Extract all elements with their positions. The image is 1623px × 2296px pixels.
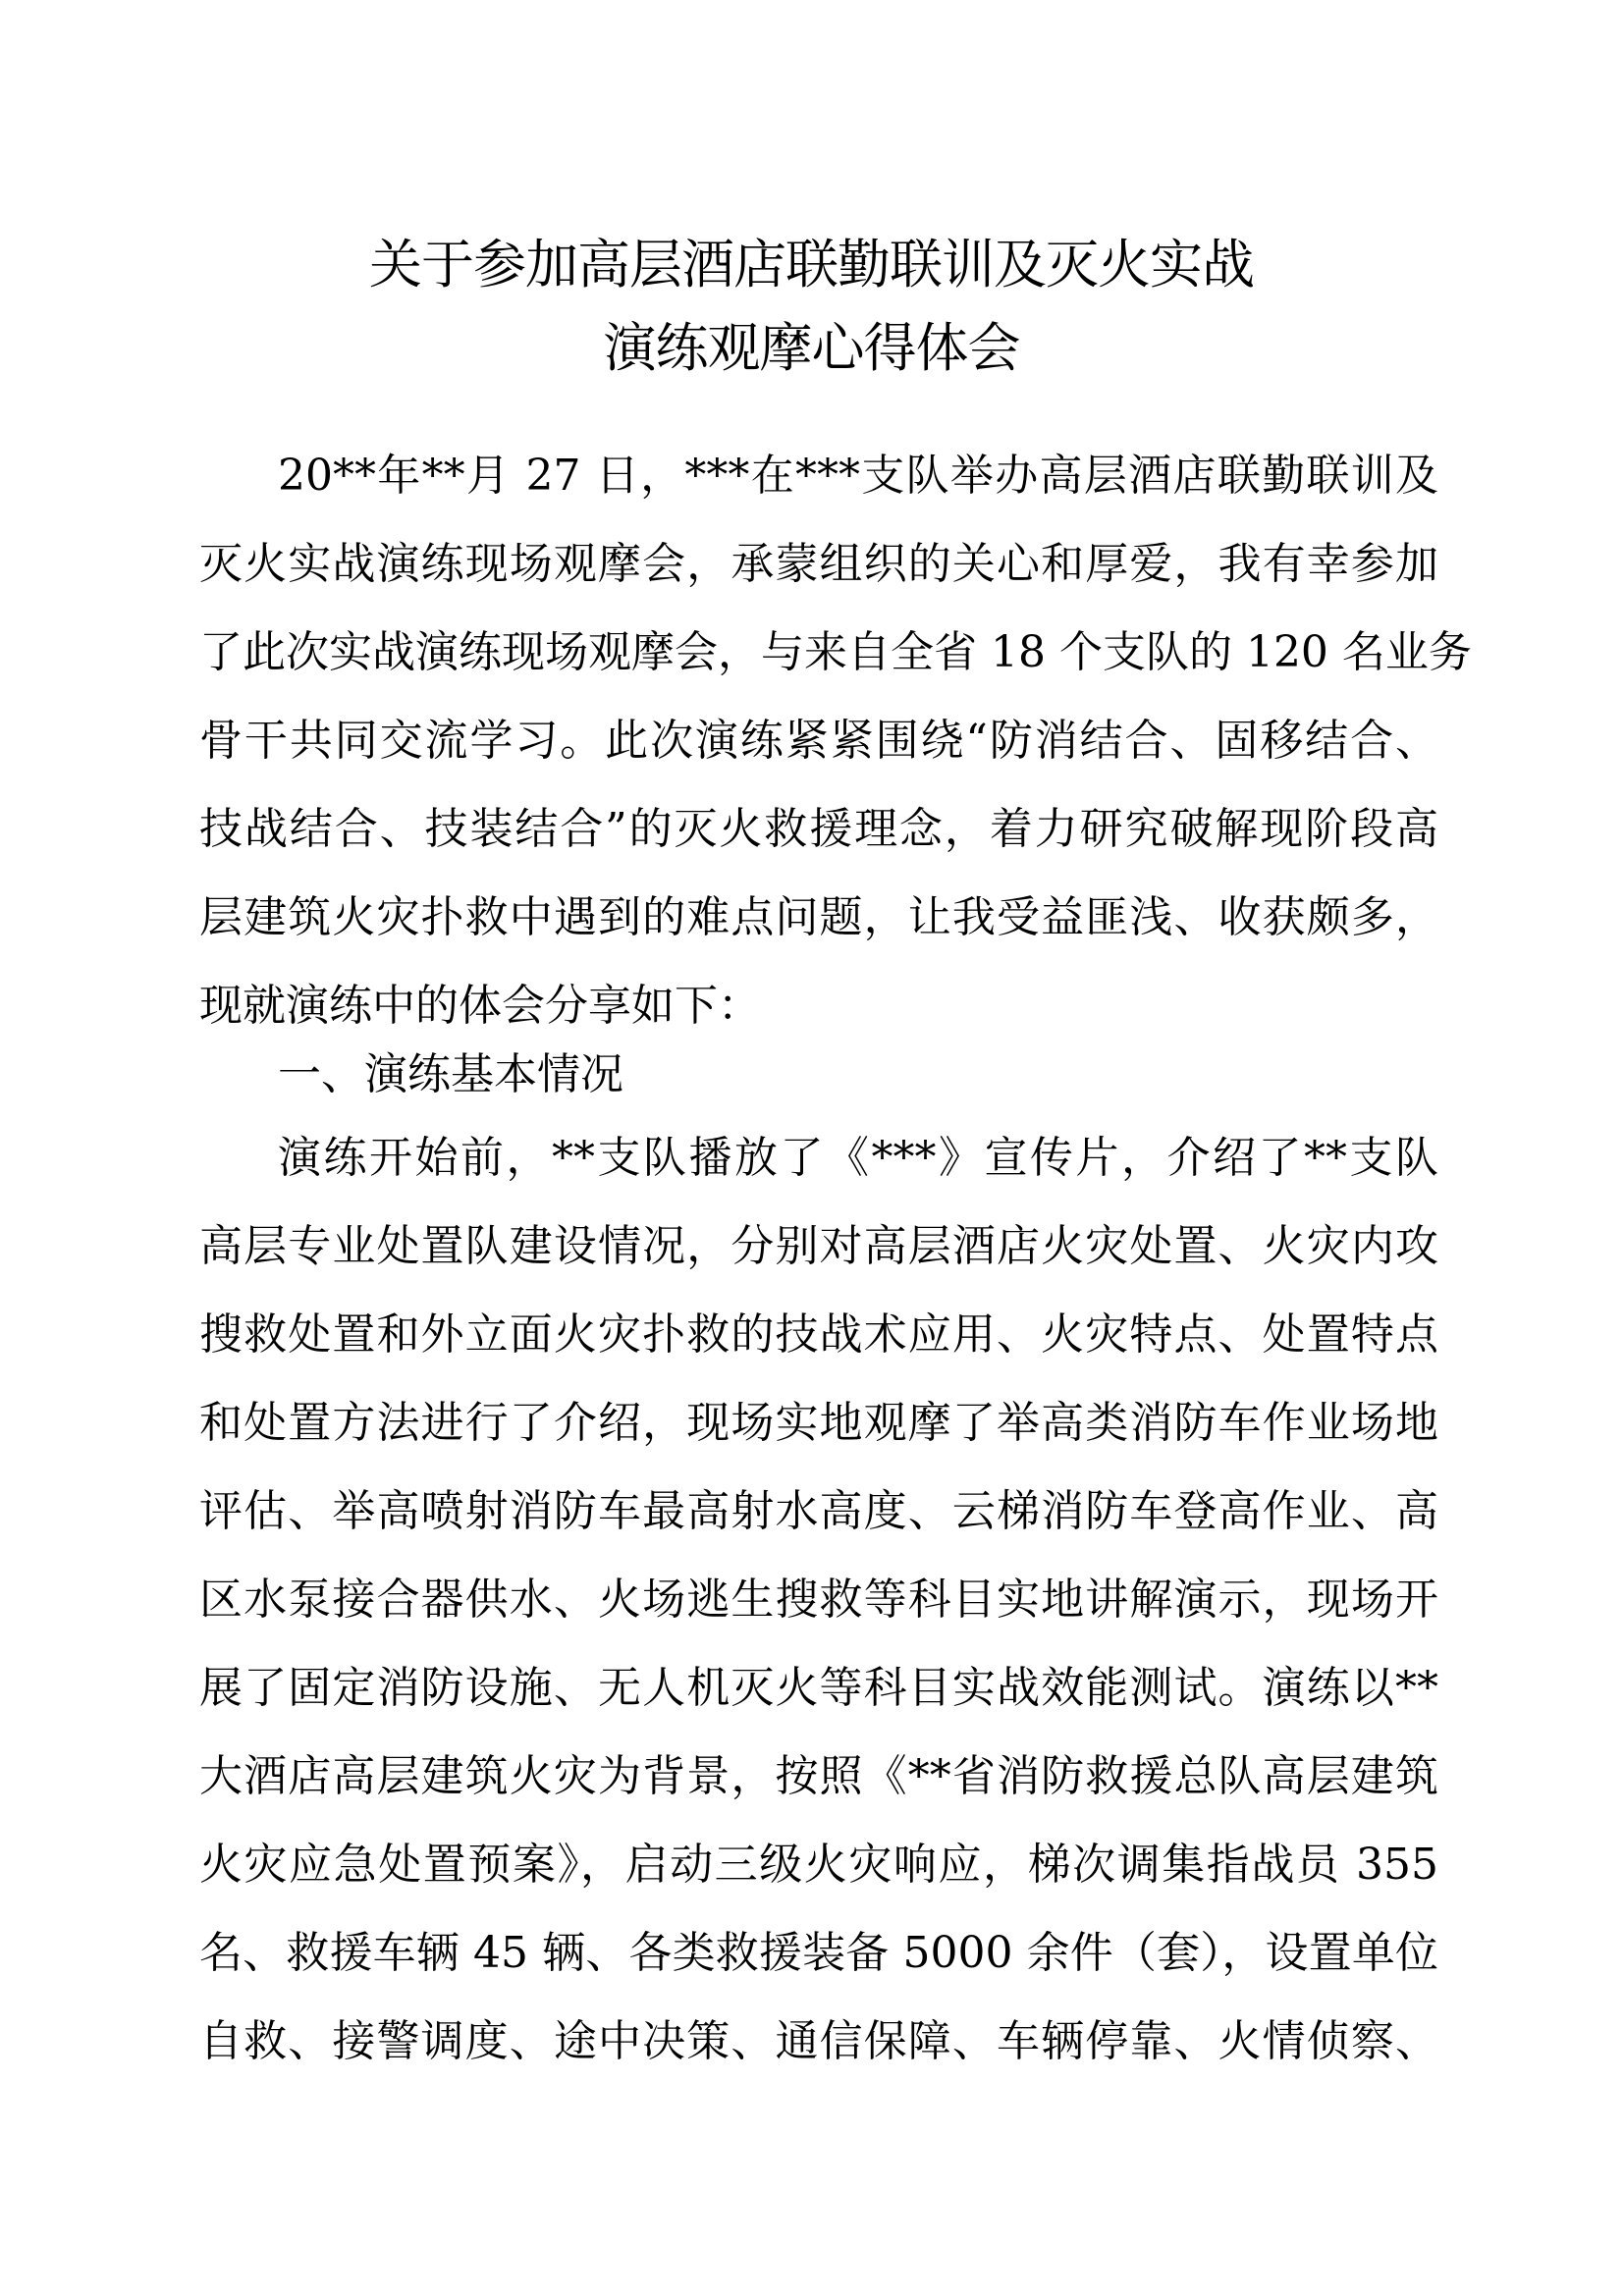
section-paragraph-line: 火灾应急处置预案》，启动三级火灾响应，梯次调集指战员 355 — [199, 1840, 1438, 1890]
section-paragraph-line: 演练开始前，**支队播放了《***》宣传片，介绍了**支队 — [278, 1133, 1438, 1183]
intro-paragraph-line: 20**年**月 27 日，***在***支队举办高层酒店联勤联训及 — [278, 451, 1438, 501]
intro-paragraph-line: 了此次实战演练现场观摩会，与来自全省 18 个支队的 120 名业务 — [199, 627, 1472, 677]
document-title-line-2: 演练观摩心得体会 — [603, 317, 1020, 379]
intro-paragraph-line: 现就演练中的体会分享如下： — [199, 981, 761, 1031]
section-paragraph-line: 区水泵接合器供水、火场逃生搜救等科目实地讲解演示，现场开 — [199, 1575, 1438, 1625]
section-paragraph-line: 大酒店高层建筑火灾为背景，按照《**省消防救援总队高层建筑 — [199, 1751, 1438, 1801]
intro-paragraph-line: 层建筑火灾扑救中遇到的难点问题，让我受益匪浅、收获颇多， — [199, 892, 1438, 942]
document-title-line-1: 关于参加高层酒店联勤联训及灭火实战 — [369, 234, 1254, 295]
section-paragraph-line: 自救、接警调度、途中决策、通信保障、车辆停靠、火情侦察、 — [199, 2016, 1438, 2066]
section-paragraph-line: 名、救援车辆 45 辆、各类救援装备 5000 余件（套），设置单位 — [199, 1928, 1438, 1978]
section-heading: 一、演练基本情况 — [278, 1049, 623, 1099]
section-paragraph-line: 展了固定消防设施、无人机灭火等科目实战效能测试。演练以** — [199, 1663, 1438, 1713]
section-paragraph-line: 评估、举高喷射消防车最高射水高度、云梯消防车登高作业、高 — [199, 1486, 1438, 1536]
intro-paragraph-line: 技战结合、技装结合”的灭火救援理念，着力研究破解现阶段高 — [199, 804, 1438, 854]
section-paragraph-line: 搜救处置和外立面火灾扑救的技战术应用、火灾特点、处置特点 — [199, 1309, 1438, 1360]
intro-paragraph-line: 骨干共同交流学习。此次演练紧紧围绕“防消结合、固移结合、 — [199, 716, 1438, 766]
section-paragraph-line: 高层专业处置队建设情况，分别对高层酒店火灾处置、火灾内攻 — [199, 1221, 1438, 1271]
intro-paragraph-line: 灭火实战演练现场观摩会，承蒙组织的关心和厚爱，我有幸参加 — [199, 539, 1438, 589]
section-paragraph-line: 和处置方法进行了介绍，现场实地观摩了举高类消防车作业场地 — [199, 1398, 1438, 1448]
